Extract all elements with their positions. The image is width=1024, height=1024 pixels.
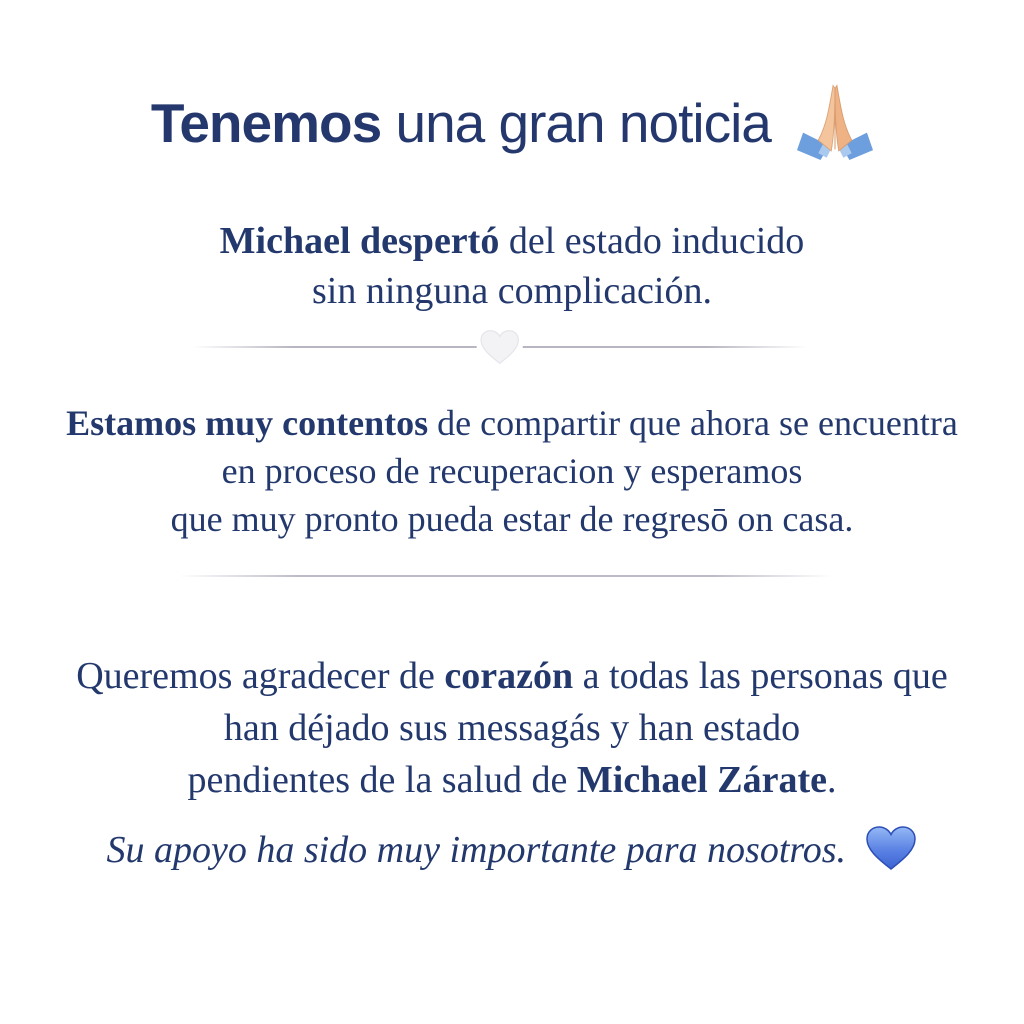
text-line	[0, 650, 1024, 702]
paragraph-recovery	[0, 399, 1024, 543]
closing-line	[0, 822, 1024, 874]
white-heart-icon	[479, 327, 521, 367]
divider-with-heart	[193, 326, 807, 368]
paragraph1-line1-rest: del estado inducido	[499, 220, 805, 262]
blue-heart-icon	[864, 822, 918, 874]
paragraph-thanks	[0, 650, 1024, 806]
divider-line-right	[523, 346, 807, 348]
divider-line	[179, 575, 831, 577]
text-line: sin ninguna complicación.	[312, 270, 712, 312]
paragraph3-line1-pre: Queremos agradecer de	[76, 655, 445, 697]
page-title	[0, 84, 1024, 160]
text-line: en proceso de recuperacion y esperamos	[221, 451, 803, 491]
text-line: que muy pronto pueda estar de regresō on casa.	[170, 499, 854, 539]
paragraph2-line1-rest: de compartir que ahora se encuentra	[428, 403, 958, 443]
divider-line-left	[193, 346, 477, 348]
paragraph3-line3-bold: Michael Zárate	[576, 759, 827, 801]
paragraph3-line1-bold: corazón	[444, 655, 574, 697]
paragraph-awakening	[0, 216, 1024, 316]
text-line	[0, 216, 1024, 266]
paragraph3-line1-rest: a todas las personas que	[573, 655, 948, 697]
paragraph2-bold-text: Estamos muy contentos	[66, 403, 429, 443]
text-line	[0, 399, 1024, 447]
text-line	[0, 754, 1024, 806]
paragraph1-bold-text: Michael despertó	[219, 220, 500, 262]
closing-text: Su apoyo ha sido muy importante para nosotros.	[106, 829, 847, 871]
folded-hands-icon	[797, 84, 873, 160]
paragraph3-line3-pre: pendientes de la salud de	[187, 759, 577, 801]
title-bold-text: Tenemos	[150, 92, 382, 154]
paragraph3-line3-rest: .	[826, 759, 837, 801]
title-rest-text: una gran noticia	[381, 92, 771, 154]
text-line: han déjado sus messagás y han estado	[223, 707, 801, 749]
